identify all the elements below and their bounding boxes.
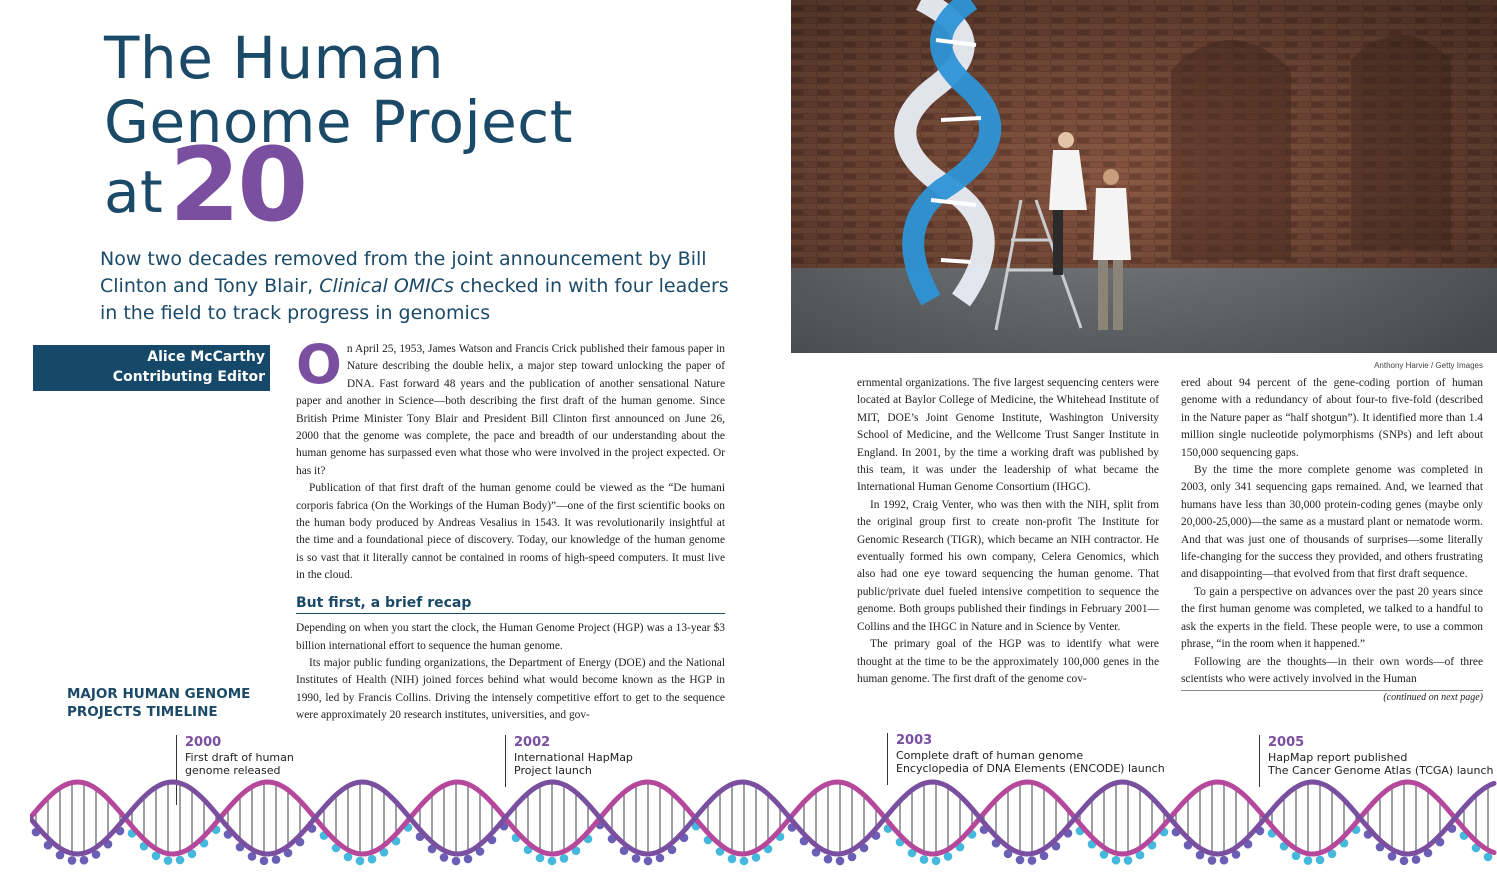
helix-bead bbox=[920, 855, 929, 864]
timeline-title-line-1: MAJOR HUMAN GENOME bbox=[67, 686, 251, 702]
helix-bead bbox=[80, 856, 89, 865]
paragraph: In 1992, Craig Venter, who was then with the NIH, split from the original group first to create non-profit The Institute for Genomic Research (TIGR), which became an NIH contractor. He eventually formed his own company, Celera Genomics, which also had one eye toward sequencing the human genome. That public/private duel fueled intensive competition to sequence the genome. Both groups published their findings in February 2001— Collins and the IHGC in Nature and in Science by Venter. bbox=[857, 498, 1159, 633]
event-year: 2000 bbox=[185, 735, 222, 750]
helix-bead bbox=[740, 857, 749, 866]
event-line-1: Complete draft of human genome bbox=[896, 749, 1084, 762]
event-line-1: First draft of human bbox=[185, 751, 294, 764]
subtitle-text-2: checked in with four leaders in the field to track progress in genomics bbox=[100, 275, 729, 324]
helix-bead bbox=[356, 857, 365, 866]
section-heading: But first, a brief recap bbox=[296, 595, 725, 614]
hero-photo bbox=[791, 0, 1497, 353]
author-name: Alice McCarthy bbox=[147, 349, 265, 365]
subtitle-text-1: Now two decades removed from the joint announcement by Bill Clinton and Tony Blair, bbox=[100, 248, 707, 297]
helix-bead bbox=[1016, 856, 1025, 865]
timeline-title-line-2: PROJECTS TIMELINE bbox=[67, 704, 218, 720]
event-year: 2005 bbox=[1268, 735, 1305, 750]
helix-bead bbox=[368, 855, 377, 864]
article-subtitle bbox=[100, 246, 750, 327]
subtitle-publication: Clinical OMICs bbox=[319, 275, 454, 297]
helix-bead bbox=[464, 855, 473, 864]
event-year: 2002 bbox=[514, 735, 551, 750]
helix-bead bbox=[176, 856, 185, 865]
paragraph: Its major public funding organizations, the Department of Energy (DOE) and the National Institutes of Health (NIH) joined forces behind what would become known as the HGP in 1990, led by Francis Collins. Driving the intensely competitive effort to get to the sequence were approximately 20 research institutes, universities, and gov- bbox=[296, 656, 725, 722]
paragraph: n April 25, 1953, James Watson and Francis Crick published their famous paper in Nature describing the double helix, a major step toward unlocking the paper of DNA. Fast forward 48 years and the publication of another sensational Nature paper and another in Science—both describing the first draft of the human genome. Since British Prime Minister Tony Blair and President Bill Clinton first announced on June 26, 2000 that the genome was complete, the pace and breadth of our understanding about the human genome has surpassed even what those who were involved in the project expected. Or has it? bbox=[296, 343, 725, 477]
paragraph: ernmental organizations. The five largest sequencing centers were located at Baylor College of Medicine, the Whitehead Institute of MIT, DOE’s Joint Genome Institute, Washington University School of Medicine, and the Wellcome Trust Sanger Institute in England. In 2001, by the time a working draft was published by this team, it was under the leadership of what became the International Human Genome Consortium (IHGC). bbox=[857, 377, 1159, 494]
article-column-3 bbox=[1181, 375, 1483, 705]
helix-bead bbox=[1028, 856, 1037, 865]
dna-helix-decoration bbox=[30, 770, 1497, 870]
helix-bead bbox=[656, 854, 665, 863]
helix-bead bbox=[536, 854, 545, 863]
helix-bead bbox=[1220, 856, 1229, 865]
paragraph: Publication of that first draft of the human genome could be viewed as the “De humani corporis fabrica (On the Workings of the Human Body)”—one of the first scientific books on the human body produced by Andreas Vesalius in 1543. It was revolutionarily insightful at the time and a foundational piece of discovery. Today, our knowledge of the human genome is so vast that it literally cannot be contained in rooms of high-speed computers. It must live in the cloud. bbox=[296, 482, 725, 582]
helix-bead bbox=[932, 857, 941, 866]
article-title bbox=[104, 24, 573, 245]
continued-note: (continued on next page) bbox=[1181, 690, 1483, 705]
event-line-1: International HapMap bbox=[514, 751, 633, 764]
helix-bead bbox=[1112, 856, 1121, 865]
helix-bead bbox=[1304, 856, 1313, 865]
drop-cap: O bbox=[296, 333, 342, 396]
helix-bead bbox=[68, 856, 77, 865]
paragraph: Following are the thoughts—in their own words—of three scientists who were actively involved in the Human bbox=[1181, 655, 1483, 685]
helix-bead bbox=[1208, 856, 1217, 865]
title-line-3: at bbox=[104, 158, 164, 226]
helix-bead bbox=[728, 855, 737, 864]
helix-bead bbox=[632, 854, 641, 863]
helix-bead bbox=[548, 857, 557, 866]
helix-strand bbox=[30, 782, 1494, 854]
paragraph: ered about 94 percent of the gene-coding portion of human genome with a redundancy of about four-to five-fold (described in the Nature paper as “half shotgun”). It identified more than 1.4 million single nucleotide polymorphisms (SNPs) and left about 150,000 sequencing gaps. bbox=[1181, 377, 1483, 459]
helix-bead bbox=[560, 854, 569, 863]
event-year: 2003 bbox=[896, 733, 933, 748]
title-line-2: Genome Project bbox=[104, 88, 573, 156]
helix-bead bbox=[440, 853, 449, 862]
paragraph: To gain a perspective on advances over the past 20 years since the first human genome was completed, we talked to a handful to ask the experts in the field. These people were, to use a common phrase, “in the room when it happened.” bbox=[1181, 585, 1483, 651]
event-line-2: Encyclopedia of DNA Elements (ENCODE) launch bbox=[896, 762, 1165, 775]
helix-bead bbox=[272, 855, 281, 864]
helix-strand bbox=[30, 782, 1494, 854]
event-line-1: HapMap report published bbox=[1268, 751, 1408, 764]
event-line-2: genome released bbox=[185, 764, 281, 777]
title-number: 20 bbox=[169, 126, 306, 245]
article-column-2 bbox=[857, 375, 1159, 688]
event-line-2: The Cancer Genome Atlas (TCGA) launch bbox=[1268, 764, 1494, 777]
paragraph: Depending on when you start the clock, the Human Genome Project (HGP) was a 13-year $3 billion international effort to sequence the human genome. bbox=[296, 622, 725, 652]
helix-bead bbox=[260, 857, 269, 866]
photo-credit: Anthony Harvie / Getty Images bbox=[1374, 361, 1483, 370]
helix-bead bbox=[452, 857, 461, 866]
helix-bead bbox=[752, 853, 761, 862]
helix-bead bbox=[1400, 857, 1409, 866]
article-column-1 bbox=[296, 333, 725, 725]
event-line-2: Project launch bbox=[514, 764, 592, 777]
timeline-title bbox=[67, 685, 250, 721]
photo-illustration bbox=[791, 0, 1497, 353]
helix-bead bbox=[644, 857, 653, 866]
helix-bead bbox=[164, 856, 173, 865]
author-role: Contributing Editor bbox=[112, 369, 265, 385]
paragraph: The primary goal of the HGP was to identify what were thought at the time to be the approximately 100,000 genes in the human genome. The first draft of the genome cov- bbox=[857, 638, 1159, 685]
helix-bead bbox=[1316, 856, 1325, 865]
helix-bead bbox=[824, 855, 833, 864]
helix-bead bbox=[1412, 855, 1421, 864]
paragraph: By the time the more complete genome was completed in 2003, only 341 sequencing gaps remained. And, we learned that humans have less than 30,000 protein-coding genes (maybe only 20,000-25,000)—the same as a mustard plant or nematode worm. And that was just one of thousands of surprises—some literally life-changing for the success they provided, and others frustrating and disappointing—that evolved from that first draft sequence. bbox=[1181, 464, 1483, 581]
author-box bbox=[33, 345, 270, 391]
helix-bead bbox=[836, 857, 845, 866]
title-line-1: The Human bbox=[104, 24, 444, 92]
helix-bead bbox=[1124, 856, 1133, 865]
